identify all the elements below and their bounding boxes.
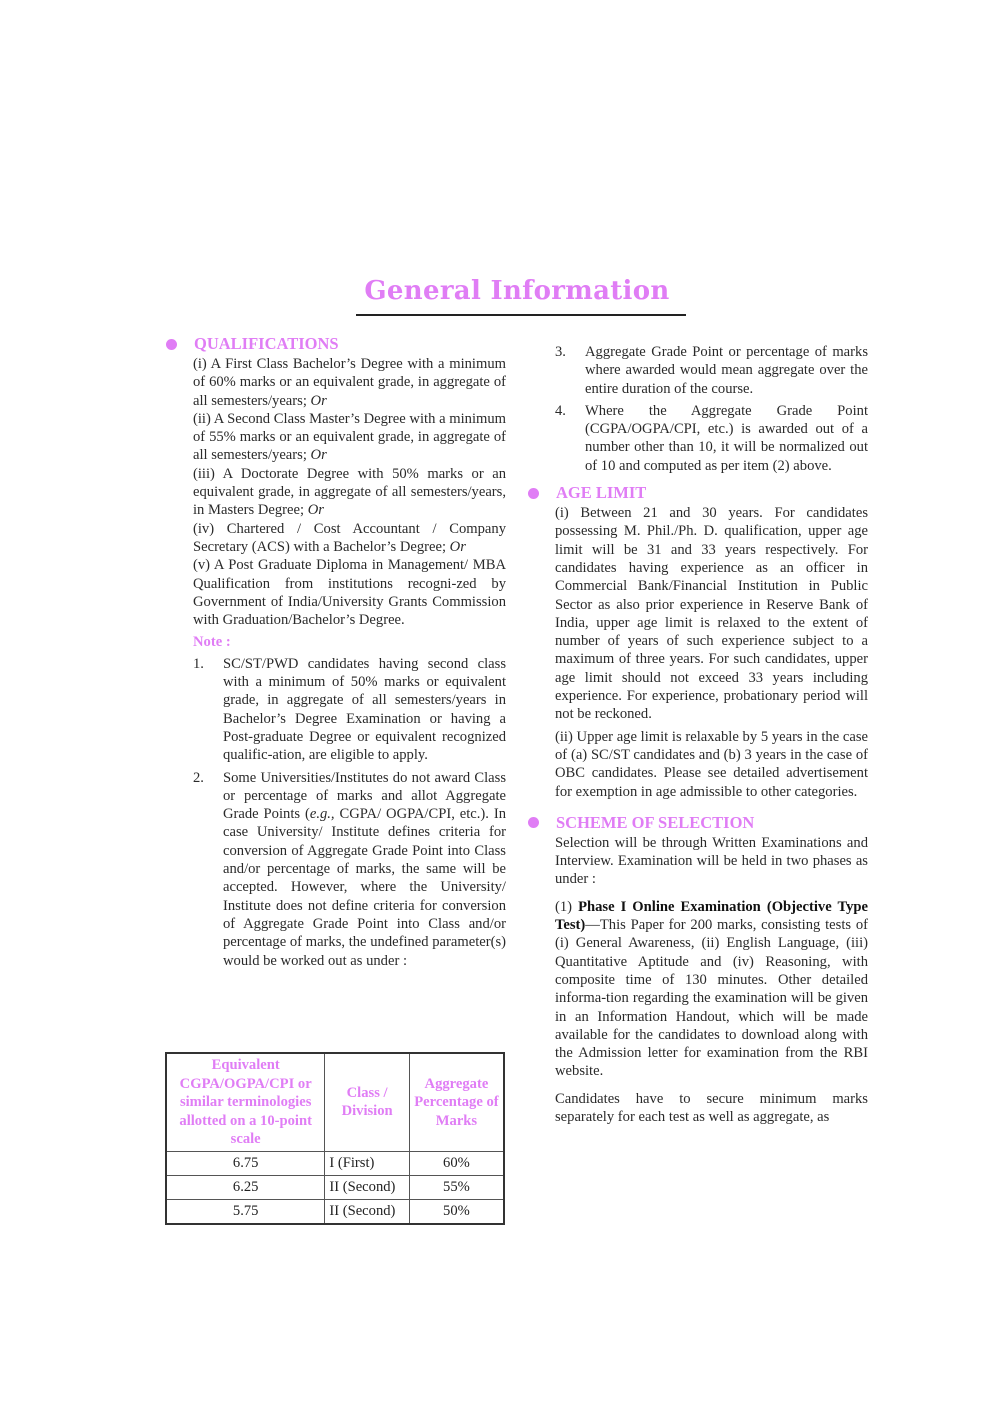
qualification-item: (iii) A Doctorate Degree with 50% marks or an equivalent grade, in aggregate of all semesters/years, in Masters Degree; Or [193, 465, 506, 519]
phase-one-paragraph: (1) Phase I Online Examination (Objective Type Test)—This Paper for 200 marks, consisting tests of (i) General Awareness, (ii) English Language, (iii) Quantitative Aptitude and (iv) Reasoning, with composite time of 130 minutes. Other detailed informa-tion regarding the examination will be given in an Information Handout, which will be made available for the candidates to download along with the Admission letter for examination from the RBI website. [555, 898, 868, 1080]
qualifications-heading-label: QUALIFICATIONS [194, 334, 339, 353]
table-header: Aggregate Percentage of Marks [409, 1053, 504, 1151]
bullet-icon [528, 817, 539, 828]
qualification-item: (i) A First Class Bachelor’s Degree with a minimum of 60% marks or an equivalent grade, in aggregate of all semesters/years; Or [193, 356, 506, 409]
note-item: 3. Aggregate Grade Point or percentage of marks where awarded would mean aggregate over the entire duration of the course. [555, 344, 868, 397]
scheme-of-selection-body [527, 834, 868, 1126]
notes-list [165, 655, 506, 970]
scheme-intro: Selection will be through Written Examinations and Interview. Examination will be held in two phases as under : [555, 834, 868, 888]
age-limit-paragraph: (ii) Upper age limit is relaxable by 5 years in the case of (a) SC/ST candidates and (b) 3 years in the case of OBC candidates. Please see detailed advertisement for exemption in age admissible to other categories. [555, 728, 868, 800]
bullet-icon [528, 488, 539, 499]
age-limit-body [527, 504, 868, 801]
note-item: 2. Some Universities/Institutes do not award Class or percentage of marks and allot Aggregate Grade Points (e.g., CGPA/ OGPA/CPI, etc.). In case University/ Institute defines criteria for conversion of Aggregate Grade Point into Class and/or percentage of marks, the same will be accepted. However, where the University/ Institute does not define criteria for conversion of Aggregate Grade Point into Class and/or percentage of marks, the undefined parameter(s) would be worked out as under : [193, 769, 506, 969]
left-column [165, 334, 506, 974]
grade-conversion-table [165, 1052, 505, 1225]
age-limit-heading: AGE LIMIT [527, 483, 868, 503]
title-underline [356, 314, 686, 316]
closing-paragraph: Candidates have to secure minimum marks separately for each test as well as aggregate, as [555, 1090, 868, 1125]
right-column [527, 343, 868, 1126]
table-row: 5.75 II (Second) 50% [166, 1199, 504, 1224]
qualifications-list [165, 355, 506, 652]
notes-list-continued [527, 343, 868, 475]
table-header: Class / Division [325, 1053, 410, 1151]
table-header: Equivalent CGPA/OGPA/CPI or similar terminologies allotted on a 10-point scale [166, 1053, 325, 1151]
table-row: 6.25 II (Second) 55% [166, 1175, 504, 1199]
qualifications-heading [165, 334, 506, 354]
qualification-item: (v) A Post Graduate Diploma in Management/ MBA Qualification from institutions recogni-zed by Government of India/University Grants Commission with Graduation/Bachelor’s Degree. [193, 557, 506, 629]
note-label: Note : [193, 634, 231, 651]
note-item: 4. Where the Aggregate Grade Point (CGPA/OGPA/CPI, etc.) is awarded out of a number other than 10, it will be normalized out of 10 and computed as per item (2) above. [555, 402, 868, 474]
bullet-icon [166, 339, 177, 350]
table-row: 6.75 I (First) 60% [166, 1151, 504, 1175]
scheme-of-selection-heading: SCHEME OF SELECTION [527, 813, 868, 833]
qualification-item: (ii) A Second Class Master’s Degree with a minimum of 55% marks or an equivalent grade, in aggregate of all semesters/years; Or [193, 410, 506, 464]
age-limit-paragraph: (i) Between 21 and 30 years. For candidates possessing M. Phil./Ph. D. qualification, upper age limit will be 31 and 33 years respectively. For candidates having experience as an officer in Commercial Bank/Financial Institution in Public Sector as also prior experience in Reserve Bank of India, upper age limit is relaxed to the extent of number of years of such experience subject to a maximum of three years. For such candidates, upper age limit should not exceed 33 years including experience. For experience, probationary period will not be reckoned. [555, 505, 868, 723]
note-item: 1. SC/ST/PWD candidates having second class with a minimum of 50% marks or equivalent grade, in aggregate of all semesters/years in Bachelor’s Degree Examination or having a Post-graduate Degree or equivalent recognized qualific-ation, are eligible to apply. [193, 655, 506, 764]
qualification-item: (iv) Chartered / Cost Accountant / Company Secretary (ACS) with a Bachelor’s Degree; Or [193, 520, 506, 555]
page-title: General Information [364, 276, 670, 306]
